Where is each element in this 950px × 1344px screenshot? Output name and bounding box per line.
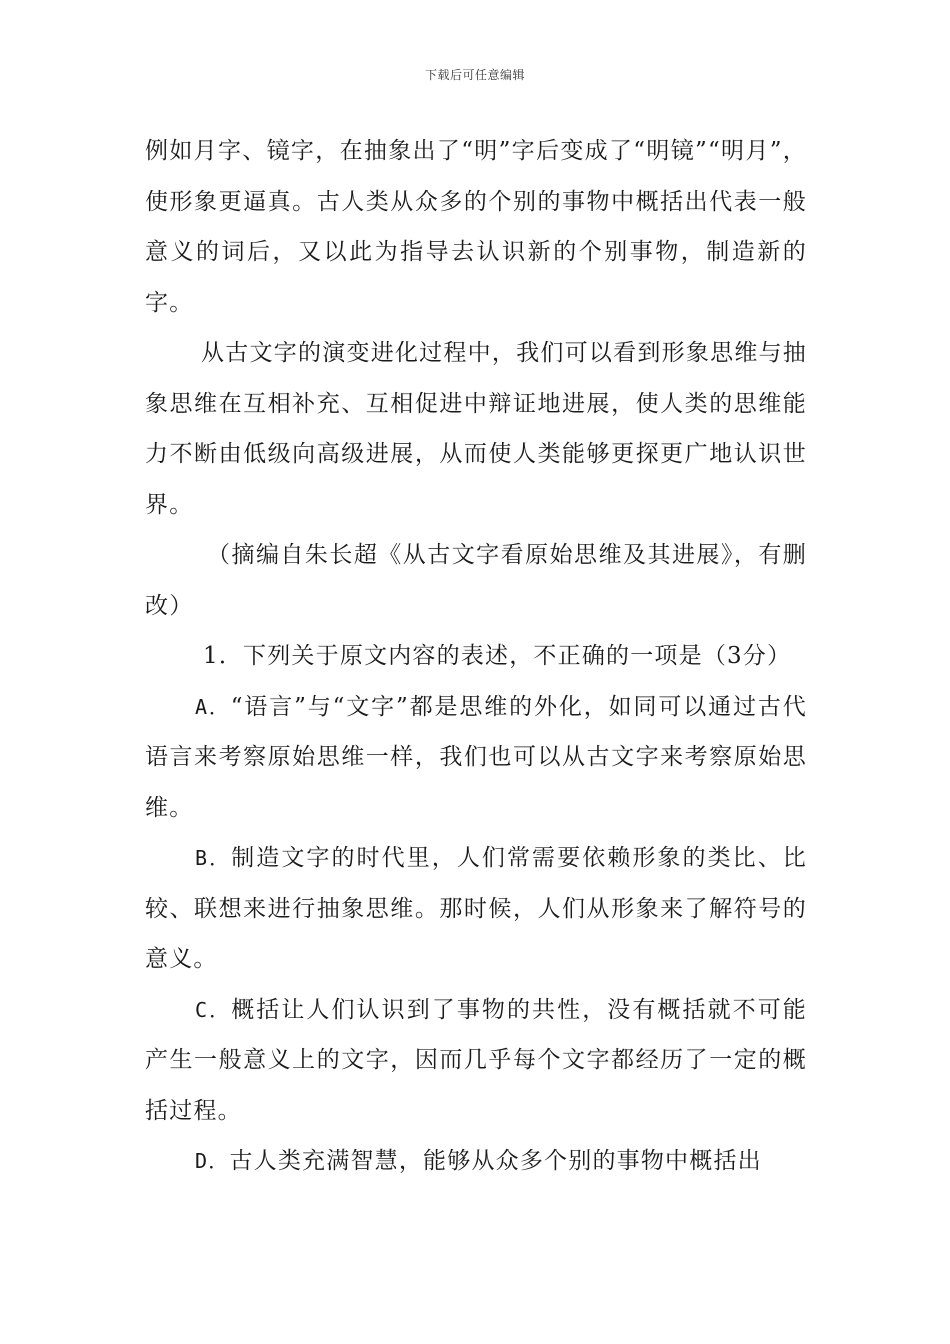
question-stem: 1．下列关于原文内容的表述，不正确的一项是（3分） — [203, 643, 792, 669]
page-header-note: 下载后可任意编辑 — [424, 68, 525, 82]
article-paragraph-continued: 例如月字、镜字，在抽象出了“明”字后变成了“明镜”“明月”，使形象更逼真。古人类从众多的个别的事物中概括出代表一般意义的词后，又以此为指导去认识新的个别事物，制造新的字。 — [145, 138, 807, 316]
option-c-letter: C． — [195, 997, 232, 1022]
option-d — [145, 1136, 807, 1187]
option-d-letter: D． — [195, 1149, 230, 1173]
option-d-text: 古人类充满智慧，能够从众多个别的事物中概括出 — [229, 1148, 762, 1174]
option-a-text: “语言”与“文字”都是思维的外化，如同可以通过古代语言来考察原始思维一样，我们也可以从古文字来考察原始思维。 — [145, 693, 807, 821]
option-b — [145, 833, 807, 985]
document-body — [145, 126, 807, 1187]
option-b-text: 制造文字的时代里，人们常需要依赖形象的类比、比较、联想来进行抽象思维。那时候，人们从形象来了解符号的意义。 — [145, 845, 807, 972]
option-b-letter: B． — [195, 846, 232, 870]
option-c — [145, 985, 807, 1137]
article-paragraph-conclusion: 从古文字的演变进化过程中，我们可以看到形象思维与抽象思维在互相补充、互相促进中辩证地进展，使人类的思维能力不断由低级向高级进展，从而使人类能够更探更广地认识世界。 — [145, 340, 807, 518]
option-a-letter: A． — [195, 694, 231, 719]
option-c-text: 概括让人们认识到了事物的共性，没有概括就不可能产生一般意义上的文字，因而几乎每个文字都经历了一定的概括过程。 — [145, 996, 807, 1124]
option-a — [145, 682, 807, 834]
article-source-citation: （摘编自朱长超《从古文字看原始思维及其进展》，有删改） — [145, 542, 807, 619]
